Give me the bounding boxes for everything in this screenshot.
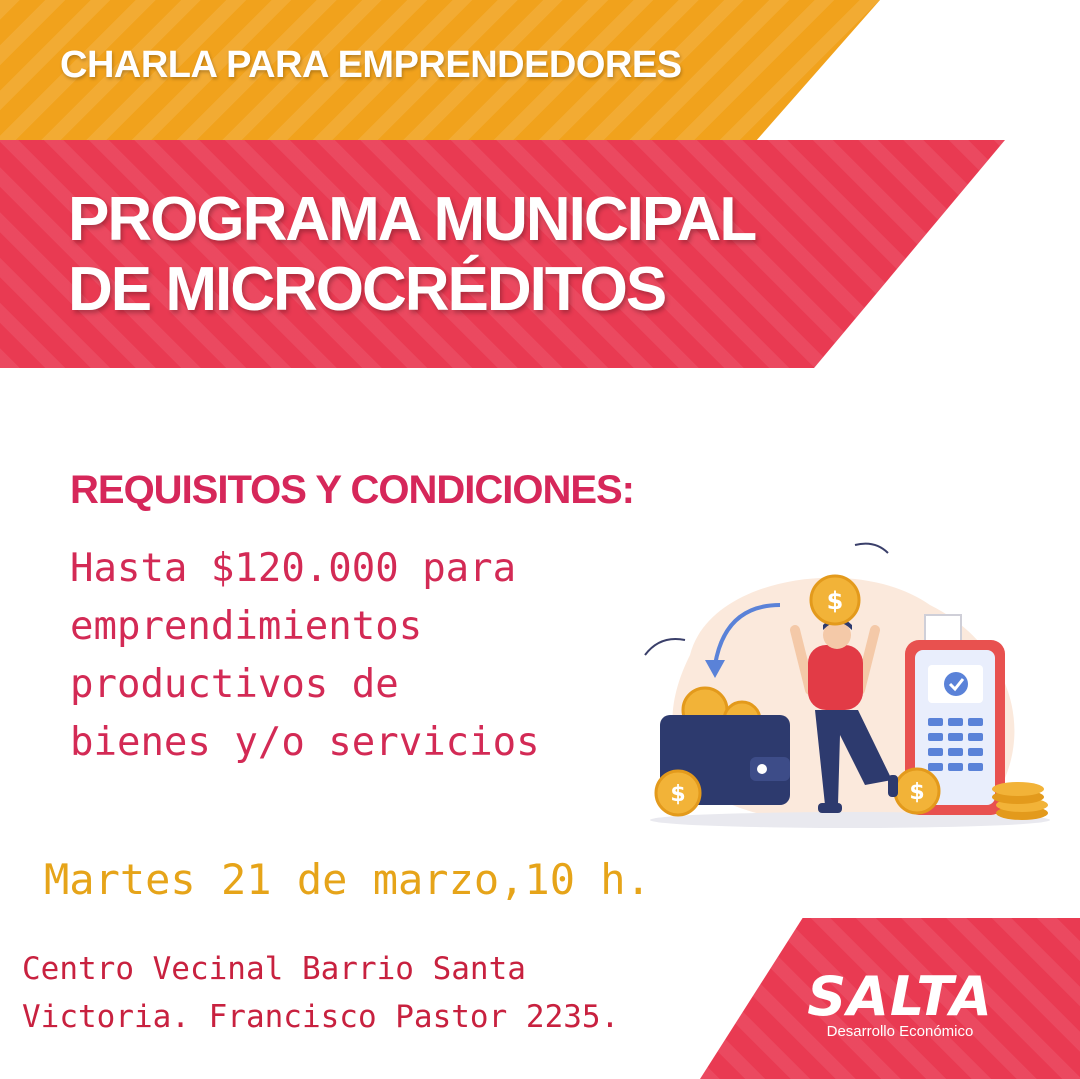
event-location [22, 945, 702, 1041]
check-icon [944, 672, 968, 696]
logo-subtitle: Desarrollo Económico [826, 1023, 974, 1040]
event-date: Martes 21 de marzo,10 h. [44, 855, 651, 904]
coin-icon [656, 771, 700, 815]
description-line: emprendimientos [70, 604, 423, 649]
requirements-heading: REQUISITOS Y CONDICIONES: [70, 468, 635, 512]
coin-stack-icon [992, 782, 1048, 820]
motion-line-icon [645, 639, 685, 655]
page-title [68, 185, 928, 325]
coin-icon [895, 769, 939, 813]
description-line: productivos de [70, 662, 399, 707]
microcredit-illustration [630, 535, 1060, 835]
title-line-1: PROGRAMA MUNICIPAL [68, 185, 756, 254]
description-line: bienes y/o servicios [70, 720, 540, 765]
motion-line-icon [855, 544, 888, 553]
svg-text:$: $ [826, 587, 844, 615]
title-line-2: DE MICROCRÉDITOS [68, 255, 666, 324]
svg-text:$: $ [909, 780, 925, 805]
logo-wordmark: SALTA [807, 965, 993, 1028]
coin-icon [811, 576, 859, 624]
location-line-1: Centro Vecinal Barrio Santa [22, 951, 526, 987]
salta-logo [805, 965, 1005, 1045]
requirements-description [70, 540, 610, 772]
description-line: Hasta $120.000 para [70, 546, 517, 591]
kicker-text: CHARLA PARA EMPRENDEDORES [60, 44, 682, 86]
location-line-2: Victoria. Francisco Pastor 2235. [22, 999, 620, 1035]
svg-text:$: $ [670, 782, 686, 807]
